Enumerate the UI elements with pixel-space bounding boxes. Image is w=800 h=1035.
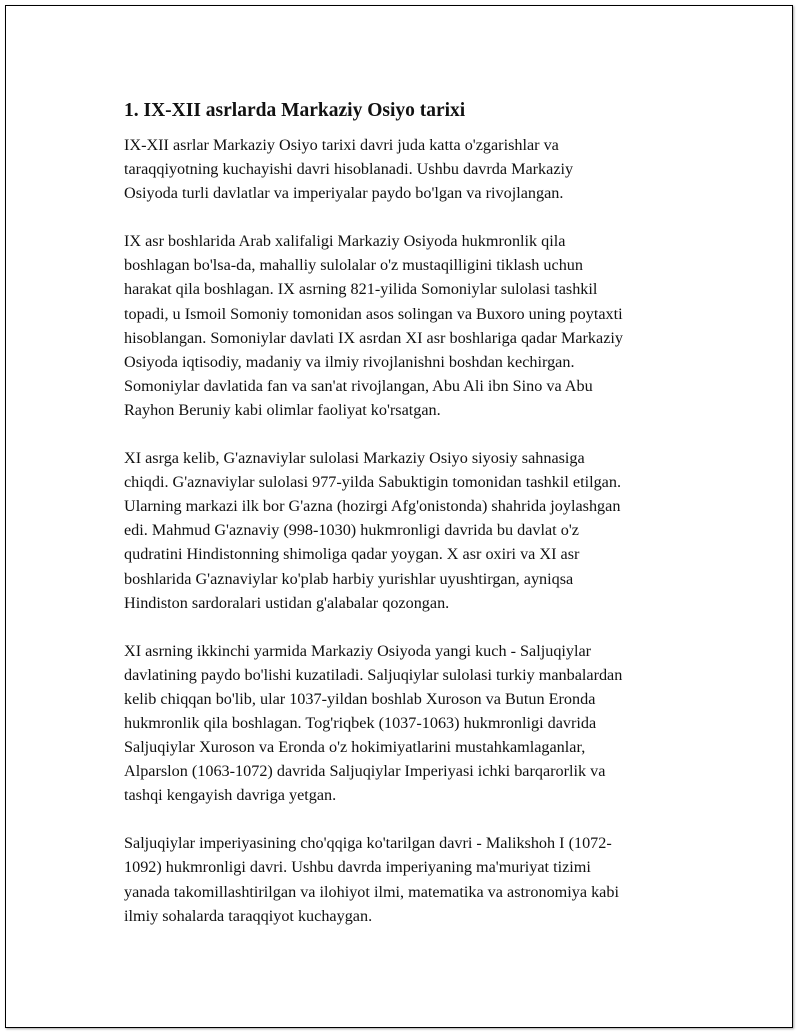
text-line: XI asrning ikkinchi yarmida Markaziy Osiyoda yangi kuch - Saljuqiylar — [124, 641, 592, 660]
text-line: topadi, u Ismoil Somoniy tomonidan asos solingan va Buxoro uning poytaxti — [124, 304, 623, 323]
text-line: Hindiston sardoralari ustidan g'alabalar qozongan. — [124, 593, 450, 612]
text-line: edi. Mahmud G'aznaviy (998-1030) hukmronligi davrida bu davlat o'z — [124, 521, 579, 540]
text-line: tashqi kengayish davriga yetgan. — [124, 786, 337, 805]
text-line: boshlarida G'aznaviylar ko'plab harbiy yurishlar uyushtirgan, ayniqsa — [124, 569, 574, 588]
text-line: Osiyoda iqtisodiy, madaniy va ilmiy rivojlanishni boshdan kechirgan. — [124, 352, 575, 371]
text-line: hukmronlik qila boshlagan. Tog'riqbek (1037-1063) hukmronligi davrida — [124, 713, 597, 732]
paragraph-4 — [124, 639, 724, 808]
text-line: taraqqiyotning kuchayishi davri hisoblanadi. Ushbu davrda Markaziy — [124, 160, 574, 179]
text-line: Rayhon Beruniy kabi olimlar faoliyat ko'rsatgan. — [124, 400, 441, 419]
text-line: chiqdi. G'aznaviylar sulolasi 977-yilda Sabuktigin tomonidan tashkil etilgan. — [124, 473, 621, 492]
paragraph-3 — [124, 446, 724, 615]
text-line: IX asr boshlarida Arab xalifaligi Markaziy Osiyoda hukmronlik qila — [124, 232, 566, 251]
text-line: IX-XII asrlar Markaziy Osiyo tarixi davri juda katta o'zgarishlar va — [124, 136, 559, 154]
text-line: yanada takomillashtirilgan va ilohiyot ilmi, matematika va astronomiya kabi — [124, 882, 619, 901]
text-line: harakat qila boshlagan. IX asrning 821-yilida Somoniylar sulolasi tashkil — [124, 280, 598, 299]
text-line: kelib chiqqan bo'lib, ular 1037-yildan boshlab Xuroson va Butun Eronda — [124, 689, 596, 708]
document-body — [124, 99, 724, 952]
text-line: XI asrga kelib, G'aznaviylar sulolasi Markaziy Osiyo siyosiy sahnasiga — [124, 449, 585, 468]
text-line: qudratini Hindistonning shimoliga qadar yoygan. X asr oxiri va XI asr — [124, 545, 580, 564]
document-title: 1. IX-XII asrlarda Markaziy Osiyo tarixi — [124, 100, 466, 121]
text-line: Somoniylar davlatida fan va san'at rivojlangan, Abu Ali ibn Sino va Abu — [124, 376, 593, 395]
paragraph-2 — [124, 229, 724, 422]
text-line: davlatining paydo bo'lishi kuzatiladi. Saljuqiylar sulolasi turkiy manbalardan — [124, 665, 623, 684]
page-frame — [5, 5, 793, 1028]
text-line: hisoblangan. Somoniylar davlati IX asrdan XI asr boshlariga qadar Markaziy — [124, 328, 623, 347]
text-line: ilmiy sohalarda taraqqiyot kuchaygan. — [124, 906, 373, 925]
text-line: Saljuqiylar Xuroson va Eronda o'z hokimiyatlarini mustahkamlaganlar, — [124, 738, 586, 757]
text-line: Alparslon (1063-1072) davrida Saljuqiylar Imperiyasi ichki barqarorlik va — [124, 762, 606, 781]
text-line: Saljuqiylar imperiyasining cho'qqiga ko'tarilgan davri - Malikshoh I (1072- — [124, 834, 612, 853]
text-line: boshlagan bo'lsa-da, mahalliy sulolalar o'z mustaqilligini tiklash uchun — [124, 256, 583, 275]
text-line: Osiyoda turli davlatlar va imperiyalar paydo bo'lgan va rivojlangan. — [124, 184, 564, 203]
text-line: Ularning markazi ilk bor G'azna (hozirgi Afg'onistonda) shahrida joylashgan — [124, 497, 621, 516]
paragraph-1 — [124, 133, 724, 205]
text-line: 1092) hukmronligi davri. Ushbu davrda imperiyaning ma'muriyat tizimi — [124, 858, 591, 877]
paragraph-5 — [124, 831, 724, 927]
